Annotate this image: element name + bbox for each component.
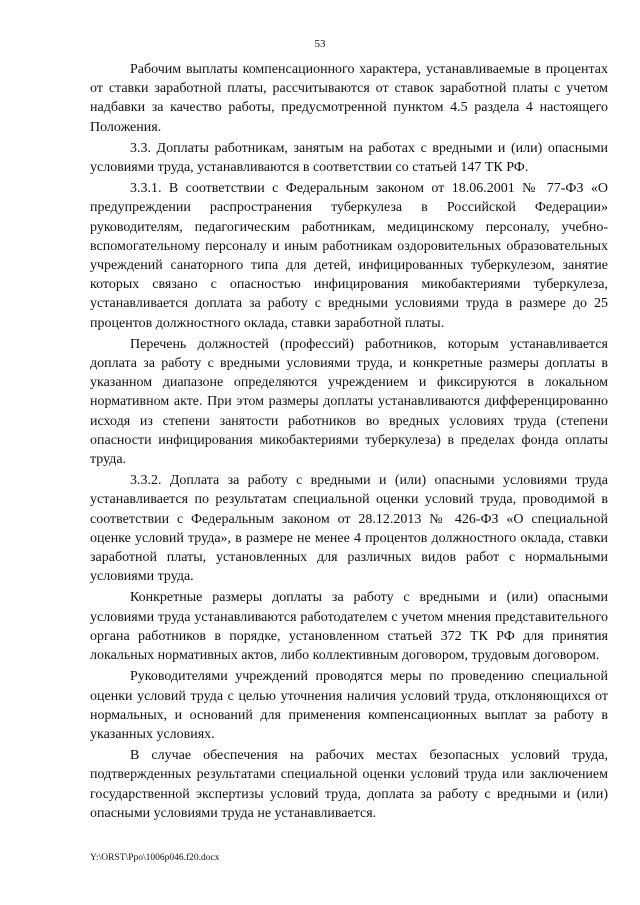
document-body — [90, 60, 608, 825]
paragraph-3-3-2: 3.3.2. Доплата за работу с вредными и (или) опасными условиями труда устанавливается по результатам специальной оценки условий труда, проводимой в соответствии с Федеральным законом от 28.12.2013 № 426-ФЗ «О специальной оценке условий труда», в размере не менее 4 процентов должностного оклада, ставки заработной платы, установленных для различных видов работ с нормальными условиями труда. — [90, 473, 608, 585]
footer-file-path: Y:\ORST\Ppo\1006p046.f20.docx — [90, 853, 220, 863]
paragraph-safe-conditions: В случае обеспечения на рабочих местах безопасных условий труда, подтвержденных результатами специальной оценки условий труда или заключением государственной экспертизы условий труда, доплата за работу с вредными и (или) опасными условиями труда не устанавливается. — [90, 748, 608, 821]
paragraph-workers-compensation: Рабочим выплаты компенсационного характера, устанавливаемые в процентах от ставки заработной платы, рассчитываются от ставок заработной платы с учетом надбавки за качество работы, предусмотренной пунктом 4.5 раздела 4 настоящего Положения. — [90, 62, 608, 135]
page-number: 53 — [314, 38, 326, 50]
paragraph-specific-amounts: Конкретные размеры доплаты за работу с вредными и (или) опасными условиями труда устанавливаются работодателем с учетом мнения представительного органа работников в порядке, установленном статьей 372 ТК РФ для принятия локальных нормативных актов, либо коллективным договором, трудовым договором. — [90, 590, 608, 664]
paragraph-3-3: 3.3. Доплаты работникам, занятым на работах с вредными и (или) опасными условиями труда, устанавливаются в соответствии со статьей 147 ТК РФ. — [90, 140, 608, 176]
paragraph-positions-list: Перечень должностей (профессий) работников, которым устанавливается доплата за работу с вредными условиями труда, и конкретные размеры доплаты в указанном диапазоне определяются учреждением и фиксируются в локальном нормативном акте. При этом размеры доплаты устанавливаются дифференцированно исходя из степени занятости работников во вредных условиях труда (степени опасности инфицирования микобактериями туберкулеза) в пределах фонда оплаты труда. — [90, 336, 608, 468]
paragraph-managers-measures: Руководителями учреждений проводятся меры по проведению специальной оценки условий труда с целью уточнения наличия условий труда, отклоняющихся от нормальных, и оснований для применения компенсационных выплат за работу в указанных условиях. — [90, 669, 608, 742]
paragraph-3-3-1: 3.3.1. В соответствии с Федеральным законом от 18.06.2001 № 77-ФЗ «О предупреждении распространения туберкулеза в Российской Федерации» руководителям, педагогическим работникам, медицинскому персоналу, учебно-вспомогательному персоналу и иным работникам оздоровительных образовательных учреждений санаторного типа для детей, инфицированных туберкулезом, занятие которых связано с опасностью инфицирования микобактериями туберкулеза, устанавливается доплата за работу с вредными условиями труда в размере до 25 процентов должностного оклада, ставки заработной платы. — [90, 181, 608, 331]
